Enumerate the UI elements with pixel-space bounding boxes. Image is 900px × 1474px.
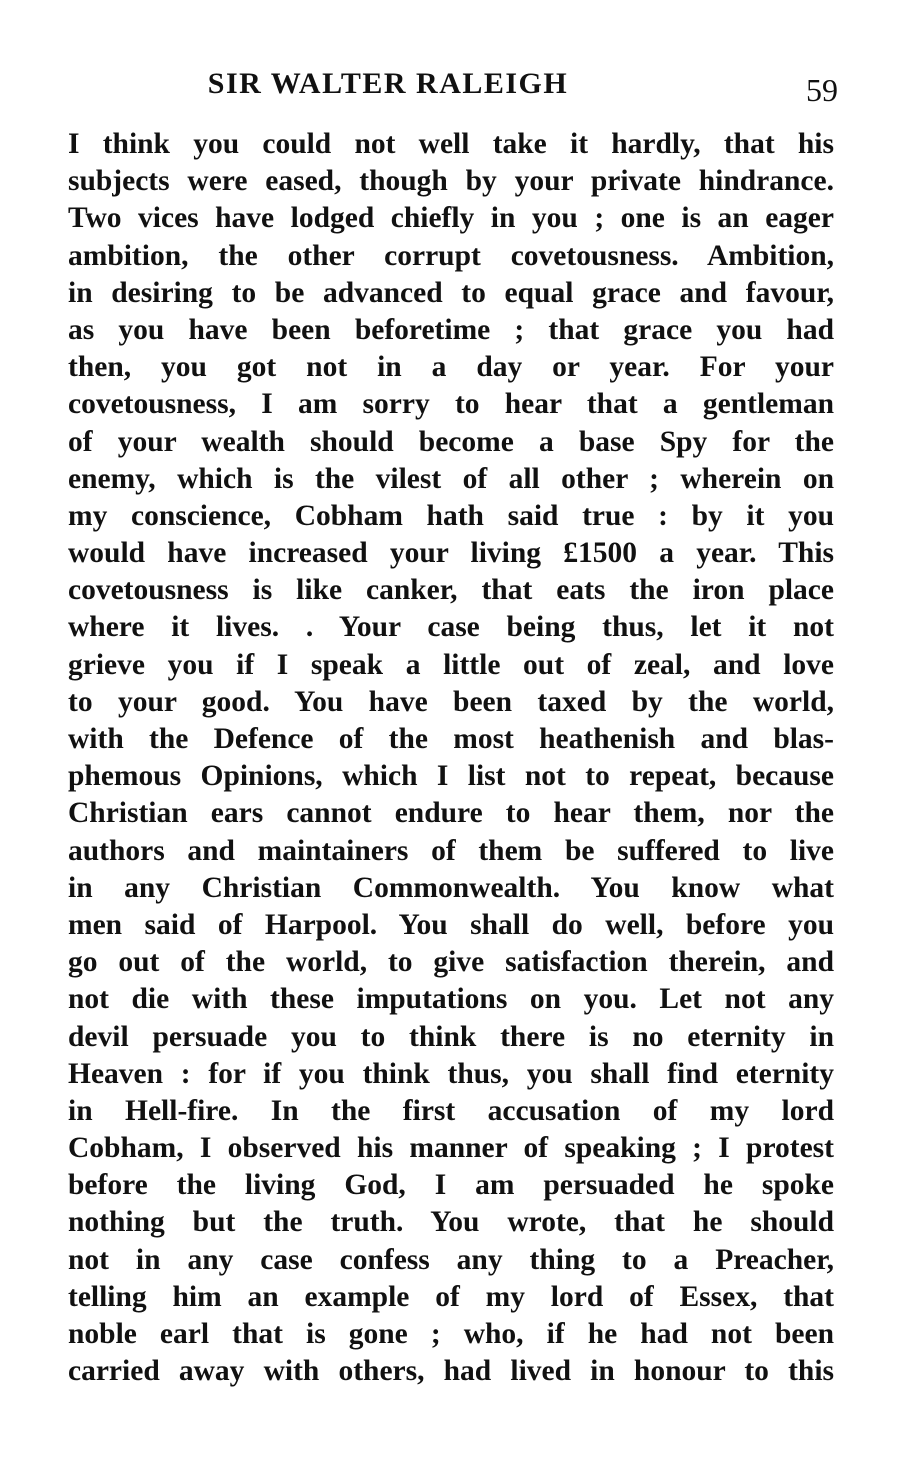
text-line: with the Defence of the most heathenish and blas- bbox=[68, 723, 834, 755]
page-number: 59 bbox=[806, 72, 838, 108]
text-line: authors and maintainers of them be suffered to live bbox=[68, 834, 834, 867]
text-line: of your wealth should become a base Spy for the bbox=[68, 425, 834, 458]
text-line: Two vices have lodged chiefly in you ; one is an eager bbox=[68, 202, 834, 235]
text-line: phemous Opinions, which I list not to repeat, because bbox=[68, 760, 834, 793]
text-line: to your good. You have been taxed by the world, bbox=[68, 685, 834, 718]
text-line: devil persuade you to think there is no eternity in bbox=[68, 1020, 834, 1053]
text-line: not die with these imputations on you. Let not any bbox=[68, 983, 834, 1016]
text-line: then, you got not in a day or year. For your bbox=[68, 351, 834, 384]
text-line: as you have been beforetime ; that grace you had bbox=[68, 313, 834, 346]
text-line: I think you could not well take it hardly, that his bbox=[68, 128, 834, 160]
text-line: men said of Harpool. You shall do well, before you bbox=[68, 908, 834, 941]
text-line: grieve you if I speak a little out of zeal, and love bbox=[68, 648, 834, 681]
running-title: SIR WALTER RALEIGH bbox=[207, 67, 569, 100]
text-line: my conscience, Cobham hath said true : by it you bbox=[68, 499, 834, 532]
text-line: noble earl that is gone ; who, if he had not been bbox=[68, 1318, 834, 1350]
text-line: covetousness, I am sorry to hear that a gentleman bbox=[68, 388, 834, 421]
text-line: Cobham, I observed his manner of speaking ; I protest bbox=[68, 1132, 834, 1165]
text-line: ambition, the other corrupt covetousness. Ambition, bbox=[68, 239, 834, 272]
text-line: enemy, which is the vilest of all other ; wherein on bbox=[68, 462, 834, 495]
text-line: not in any case confess any thing to a Preacher, bbox=[68, 1243, 834, 1276]
body-text bbox=[68, 126, 834, 1390]
text-line: in desiring to be advanced to equal grace and favour, bbox=[68, 276, 834, 309]
text-line: nothing but the truth. You wrote, that he should bbox=[68, 1206, 834, 1239]
text-line: carried away with others, had lived in honour to this bbox=[68, 1355, 834, 1388]
text-line: Heaven : for if you think thus, you shall find eternity bbox=[68, 1057, 834, 1090]
text-line: where it lives. . Your case being thus, let it not bbox=[68, 611, 834, 644]
text-line: covetousness is like canker, that eats the iron place bbox=[68, 574, 834, 607]
text-line: Christian ears cannot endure to hear them, nor the bbox=[68, 797, 834, 830]
text-line: would have increased your living £1500 a year. This bbox=[68, 537, 834, 570]
running-header bbox=[68, 62, 838, 106]
text-line: subjects were eased, though by your private hindrance. bbox=[68, 165, 834, 198]
text-line: before the living God, I am persuaded he spoke bbox=[68, 1169, 834, 1202]
text-line: go out of the world, to give satisfaction therein, and bbox=[68, 946, 834, 979]
text-line: in any Christian Commonwealth. You know what bbox=[68, 871, 834, 904]
text-line: in Hell-fire. In the first accusation of my lord bbox=[68, 1094, 834, 1127]
text-line: telling him an example of my lord of Essex, that bbox=[68, 1280, 834, 1313]
